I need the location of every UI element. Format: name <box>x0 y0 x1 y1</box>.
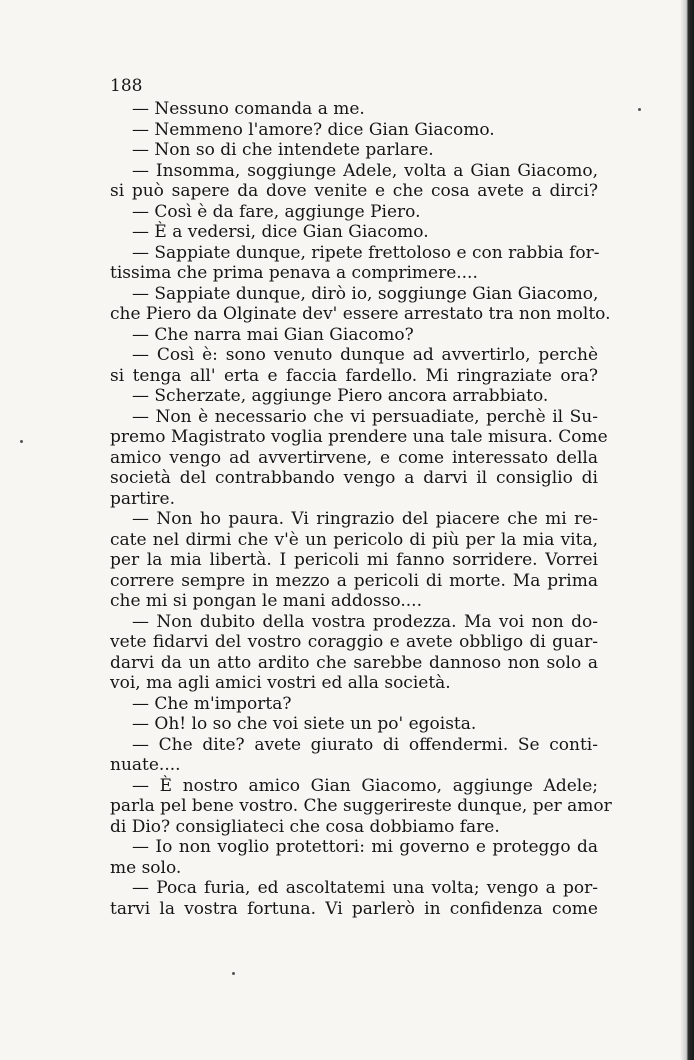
text-line: — Poca furia, ed ascoltatemi una volta; vengo a por- <box>132 878 598 898</box>
text-line: che Piero da Olginate dev' essere arrestato tra non molto. <box>110 304 611 324</box>
text-line: parla pel bene vostro. Che suggerireste dunque, per amor <box>110 796 612 816</box>
text-line: si tenga all' erta e faccia fardello. Mi ringraziate ora? <box>110 365 598 386</box>
text-line: società del contrabbando vengo a darvi il consiglio di <box>110 468 598 488</box>
text-line: — Che narra mai Gian Giacomo? <box>132 324 414 345</box>
print-speck <box>20 440 23 443</box>
text-line: — Io non voglio protettori: mi governo e proteggo da <box>132 837 598 857</box>
text-line: — Oh! lo so che voi siete un po' egoista. <box>132 714 477 734</box>
body-text <box>110 99 612 919</box>
text-line: correre sempre in mezzo a pericoli di morte. Ma prima <box>110 570 598 591</box>
text-line: voi, ma agli amici vostri ed alla società. <box>110 673 451 693</box>
print-speck <box>638 108 641 111</box>
text-line: tarvi la vostra fortuna. Vi parlerò in confidenza come <box>110 898 598 919</box>
text-line: — Nemmeno l'amore? dice Gian Giacomo. <box>132 119 495 140</box>
text-line: me solo. <box>110 857 182 878</box>
text-line: — È nostro amico Gian Giacomo, aggiunge Adele; <box>132 775 598 796</box>
text-line: tissima che prima penava a comprimere.... <box>110 263 478 283</box>
text-line: — Che dite? avete giurato di offendermi. Se conti- <box>132 734 598 755</box>
text-line: partire. <box>110 488 176 509</box>
text-line: — Insomma, soggiunge Adele, volta a Gian Giacomo, <box>132 160 598 181</box>
text-line: si può sapere da dove venite e che cosa avete a dirci? <box>110 181 598 201</box>
text-line: — Così è da fare, aggiunge Piero. <box>132 201 421 222</box>
text-line: cate nel dirmi che v'è un pericolo di più per la mia vita, <box>110 529 598 550</box>
text-line: — Nessuno comanda a me. <box>132 99 365 119</box>
text-line: per la mia libertà. I pericoli mi fanno sorridere. Vorrei <box>110 550 598 570</box>
book-spine-edge <box>680 0 694 1060</box>
text-line: premo Magistrato voglia prendere una tale misura. Come <box>110 427 608 447</box>
text-line: che mi si pongan le mani addosso.... <box>110 591 422 611</box>
text-line: darvi da un atto ardito che sarebbe dannoso non solo a <box>110 652 598 673</box>
text-line: — Sappiate dunque, ripete frettoloso e con rabbia for- <box>132 242 600 263</box>
text-line: — Non è necessario che vi persuadiate, perchè il Su- <box>132 406 598 427</box>
text-line: — Così è: sono venuto dunque ad avvertirlo, perchè <box>132 345 598 365</box>
text-line: — Che m'importa? <box>132 693 292 714</box>
text-line: — Scherzate, aggiunge Piero ancora arrabbiato. <box>132 386 549 406</box>
text-line: di Dio? consigliateci che cosa dobbiamo fare. <box>110 816 500 837</box>
text-line: amico vengo ad avvertirvene, e come interessato della <box>110 447 598 468</box>
text-line: — Sappiate dunque, dirò io, soggiunge Gian Giacomo, <box>132 283 599 304</box>
page-number: 188 <box>110 76 143 96</box>
text-line: — È a vedersi, dice Gian Giacomo. <box>132 222 429 242</box>
text-line: nuate.... <box>110 755 181 775</box>
text-line: — Non ho paura. Vi ringrazio del piacere che mi re- <box>132 509 598 529</box>
text-line: — Non dubito della vostra prodezza. Ma voi non do- <box>132 611 598 632</box>
text-line: — Non so di che intendete parlare. <box>132 140 434 160</box>
print-speck <box>232 972 235 975</box>
text-line: vete fidarvi del vostro coraggio e avete obbligo di guar- <box>110 632 598 652</box>
